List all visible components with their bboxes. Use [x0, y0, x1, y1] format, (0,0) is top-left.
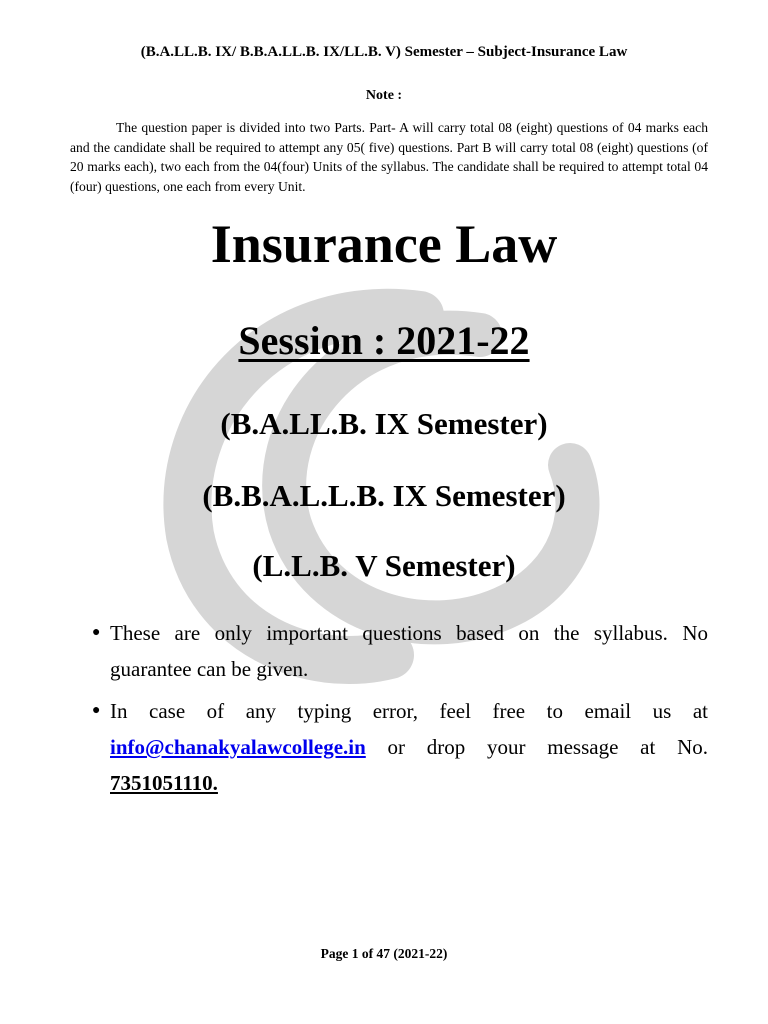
- semester-line-3: (L.L.B. V Semester): [252, 548, 516, 583]
- phone-number: 7351051110.: [110, 771, 218, 795]
- bullet-text-2: [110, 693, 708, 801]
- bullet-list: [92, 615, 708, 807]
- page-footer: Page 1 of 47 (2021-22): [320, 946, 448, 961]
- bullet-2-before: In case of any typing error, feel free to email us at: [110, 699, 708, 723]
- note-label: Note :: [365, 88, 403, 103]
- page-header: (B.A.LL.B. IX/ B.B.A.LL.B. IX/LL.B. V) Semester – Subject-Insurance Law: [140, 44, 628, 60]
- session-heading: [0, 315, 768, 367]
- document-title: Insurance Law: [210, 214, 558, 274]
- list-item: [92, 615, 708, 687]
- bullet-text-1: These are only important questions based on the syllabus. No guarantee can be given.: [110, 621, 708, 681]
- semester-line-2: (B.B.A.L.L.B. IX Semester): [202, 478, 566, 513]
- bullet-2-middle: or drop your message at No.: [387, 735, 708, 759]
- session-text: Session : 2021-22: [238, 318, 530, 363]
- semester-line-1: (B.A.LL.B. IX Semester): [220, 406, 548, 441]
- bullet-icon: ●: [92, 625, 101, 640]
- bullet-icon: ●: [92, 703, 101, 718]
- email-link[interactable]: info@chanakyalawcollege.in: [110, 735, 366, 759]
- note-text: The question paper is divided into two Parts. Part- A will carry total 08 (eight) questions of 04 marks each and the candidate shall be required to attempt any 05( five) questions. Part B will carry total 08 (eight) questions (of 20 marks each), two each from the 04(four) Units of the syllabus. The candidate shall be required to attempt total 04 (four) questions, one each from every Unit.: [70, 120, 708, 194]
- list-item: [92, 693, 708, 801]
